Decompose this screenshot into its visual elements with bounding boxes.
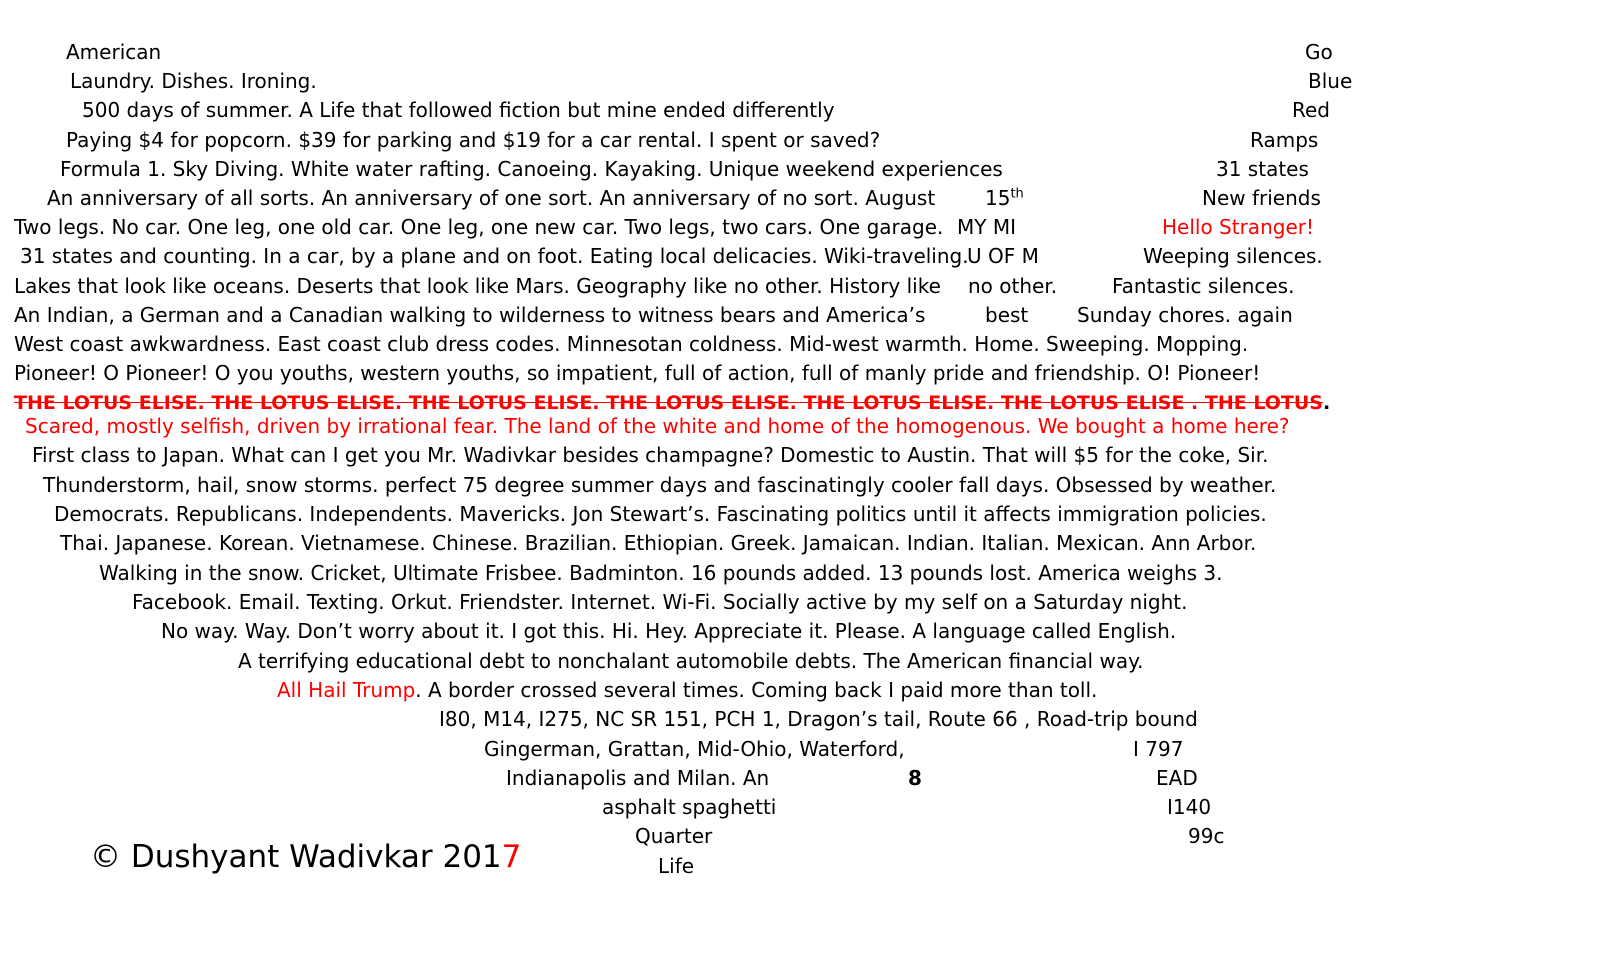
poem-line-1: American xyxy=(66,40,162,64)
right-word-blue: Blue xyxy=(1308,69,1353,93)
middle-word-th-superscript: th xyxy=(1010,186,1024,202)
poem-line-29: Life xyxy=(658,854,695,878)
poem-line-22: A terrifying educational debt to nonchalant automobile debts. The American financial way. xyxy=(238,649,1144,673)
poem-line-20: Facebook. Email. Texting. Orkut. Friendster. Internet. Wi-Fi. Socially active by my self on a Saturday night. xyxy=(132,590,1188,614)
poem-line-18: Thai. Japanese. Korean. Vietnamese. Chinese. Brazilian. Ethiopian. Greek. Jamaican. Indian. Italian. Mexican. Ann Arbor. xyxy=(60,531,1257,555)
poem-line-6: An anniversary of all sorts. An anniversary of one sort. An anniversary of no sort. August xyxy=(47,186,936,210)
right-word-weeping-silences: Weeping silences. xyxy=(1143,244,1323,268)
lotus-elise-dot: . xyxy=(1322,392,1331,414)
copyright-last-digit: 7 xyxy=(501,839,522,875)
right-word-fantastic-silences: Fantastic silences. xyxy=(1112,274,1295,298)
poem-line-4: Paying $4 for popcorn. $39 for parking and $19 for a car rental. I spent or saved? xyxy=(66,128,881,152)
poem-line-24: I80, M14, I275, NC SR 151, PCH 1, Dragon’s tail, Route 66 , Road-trip bound xyxy=(439,707,1198,731)
poem-line-21: No way. Way. Don’t worry about it. I got this. Hi. Hey. Appreciate it. Please. A language called English. xyxy=(161,619,1177,643)
lotus-elise-text: THE LOTUS ELISE. THE LOTUS ELISE. THE LOTUS ELISE. THE LOTUS ELISE. THE LOTUS ELISE. THE LOTUS ELISE . THE LOTUS xyxy=(14,392,1323,414)
middle-word-u-of-m: U OF M xyxy=(967,244,1039,268)
poem-line-11: West coast awkwardness. East coast club dress codes. Minnesotan coldness. Mid-west warmth. Home. Sweeping. Mopping. xyxy=(14,332,1249,356)
poem-line-17: Democrats. Republicans. Independents. Mavericks. Jon Stewart’s. Fascinating politics until it affects immigration policies. xyxy=(54,502,1267,526)
middle-word-no-other: no other. xyxy=(968,274,1058,298)
middle-word-my-mi: MY MI xyxy=(957,215,1016,239)
poem-line-8: 31 states and counting. In a car, by a plane and on foot. Eating local delicacies. Wiki-traveling. xyxy=(20,244,969,268)
right-word-red: Red xyxy=(1292,98,1330,122)
poem-line-26: Indianapolis and Milan. An xyxy=(506,766,770,790)
right-word-i140: I140 xyxy=(1167,795,1212,819)
right-word-sunday-chores: Sunday chores. again xyxy=(1077,303,1293,327)
poem-line-7: Two legs. No car. One leg, one old car. One leg, one new car. Two legs, two cars. One garage. xyxy=(14,215,944,239)
copyright-text: © Dushyant Wadivkar 201 xyxy=(90,839,502,875)
poem-line-9: Lakes that look like oceans. Deserts that look like Mars. Geography like no other. History like xyxy=(14,274,941,298)
poem-line-10: An Indian, a German and a Canadian walking to wilderness to witness bears and America’s xyxy=(14,303,926,327)
right-word-new-friends: New friends xyxy=(1202,186,1321,210)
poem-line-19: Walking in the snow. Cricket, Ultimate Frisbee. Badminton. 16 pounds added. 13 pounds lost. America weighs 3. xyxy=(99,561,1223,585)
middle-word-best: best xyxy=(985,303,1029,327)
poem-line-5: Formula 1. Sky Diving. White water rafting. Canoeing. Kayaking. Unique weekend experiences xyxy=(60,157,1003,181)
poem-line-23 xyxy=(277,678,1097,702)
poem-line-14: Scared, mostly selfish, driven by irrational fear. The land of the white and home of the homogenous. We bought a home here? xyxy=(25,414,1290,438)
all-hail-trump-text: All Hail Trump xyxy=(277,678,416,702)
poem-line-28: Quarter xyxy=(635,824,713,848)
poem-line-15: First class to Japan. What can I get you Mr. Wadivkar besides champagne? Domestic to Austin. That will $5 for the coke, Sir. xyxy=(32,443,1269,467)
poem-line-27: asphalt spaghetti xyxy=(602,795,777,819)
middle-word-15th xyxy=(985,186,1024,210)
middle-word-8: 8 xyxy=(908,766,922,790)
right-word-31-states: 31 states xyxy=(1216,157,1309,181)
right-word-go: Go xyxy=(1305,40,1333,64)
poem-line-25: Gingerman, Grattan, Mid-Ohio, Waterford, xyxy=(484,737,905,761)
poem-line-12: Pioneer! O Pioneer! O you youths, western youths, so impatient, full of action, full of manly pride and friendship. O! Pioneer! xyxy=(14,361,1261,385)
border-crossed-text: . A border crossed several times. Coming back I paid more than toll. xyxy=(415,678,1098,702)
poem-line-3: 500 days of summer. A Life that followed fiction but mine ended differently xyxy=(82,98,835,122)
right-word-i797: I 797 xyxy=(1133,737,1184,761)
middle-word-15: 15 xyxy=(985,186,1011,210)
poem-line-13-strikethrough xyxy=(14,390,1330,415)
copyright-notice xyxy=(90,838,521,876)
poem-line-16: Thunderstorm, hail, snow storms. perfect 75 degree summer days and fascinatingly cooler fall days. Obsessed by weather. xyxy=(43,473,1277,497)
right-word-hello-stranger: Hello Stranger! xyxy=(1162,215,1314,239)
right-word-99c: 99c xyxy=(1188,824,1225,848)
right-word-ead: EAD xyxy=(1156,766,1198,790)
right-word-ramps: Ramps xyxy=(1250,128,1319,152)
poem-line-2: Laundry. Dishes. Ironing. xyxy=(70,69,317,93)
